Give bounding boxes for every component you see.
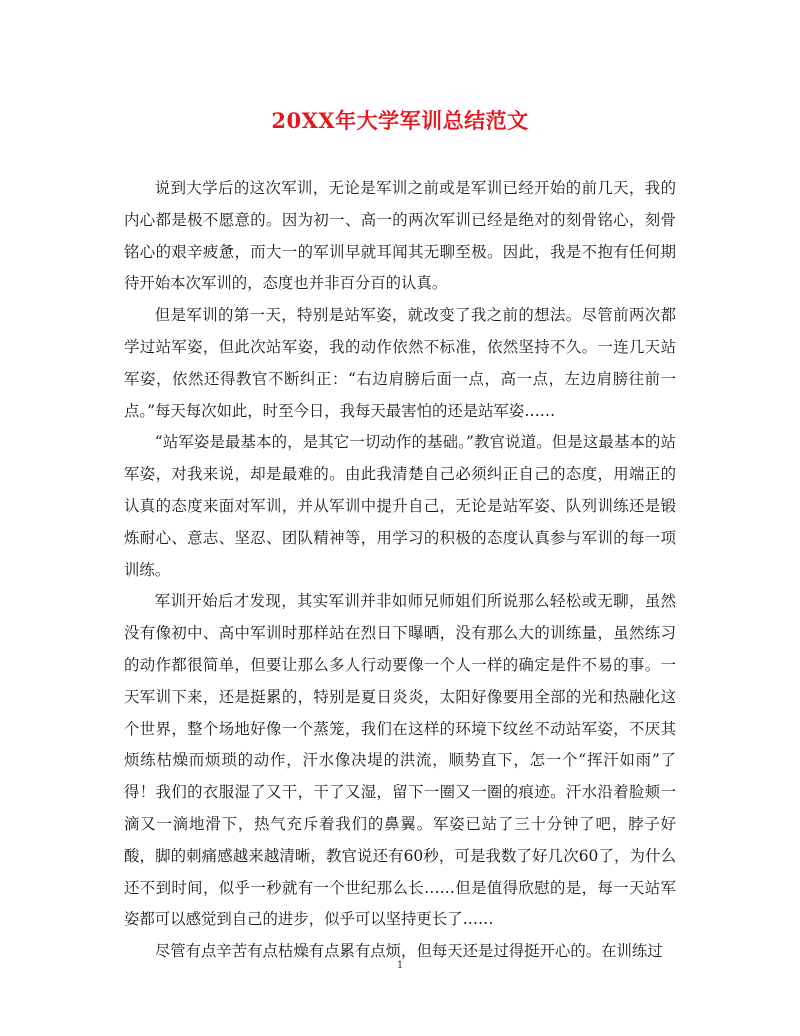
document-title: 20XX年大学军训总结范文 (271, 108, 529, 133)
paragraph-2: 但是军训的第一天，特别是站军姿，就改变了我之前的想法。尽管前两次都学过站军姿，但此次站军姿，我的动作依然不标准，依然坚持不久。一连几天站军姿，依然还得教官不断纠正：“右边肩膀后面一点，高一点，左边肩膀往前一点。”每天每次如此，时至今日，我每天最害怕的还是站军姿…… (124, 306, 676, 420)
paragraph-4: 军训开始后才发现，其实军训并非如师兄师姐们所说那么轻松或无聊，虽然没有像初中、高中军训时那样站在烈日下曝晒，没有那么大的训练量，虽然练习的动作都很简单，但要让那么多人行动要像一个人一样的确定是件不易的事。一天军训下来，还是挺累的，特别是夏日炎炎，太阳好像要用全部的光和热融化这个世界，整个场地好像一个蒸笼，我们在这样的环境下纹丝不动站军姿，不厌其烦练枯燥而烦琐的动作，汗水像决堤的洪流，顺势直下，怎一个“挥汗如雨”了得！我们的衣服湿了又干，干了又湿，留下一圈又一圈的痕迹。汗水沿着脸颊一滴又一滴地滑下，热气充斥着我们的鼻翼。军姿已站了三十分钟了吧，脖子好酸，脚的刺痛感越来越清晰，教官说还有60秒，可是我数了好几次60了，为什么还不到时间，似乎一秒就有一个世纪那么长……但是值得欣慰的是，每一天站军姿都可以感觉到自己的进步，似乎可以坚持更长了…… (124, 592, 676, 929)
document-body (124, 173, 676, 968)
paragraph-3: “站军姿是最基本的，是其它一切动作的基础。”教官说道。但是这最基本的站军姿，对我来说，却是最难的。由此我清楚自己必须纠正自己的态度，用端正的认真的态度来面对军训，并从军训中提升自己，无论是站军姿、队列训练还是锻炼耐心、意志、坚忍、团队精神等，用学习的积极的态度认真参与军训的每一项训练。 (124, 433, 676, 579)
page-number: 1 (396, 960, 404, 971)
paragraph-1: 说到大学后的这次军训，无论是军训之前或是军训已经开始的前几天，我的内心都是极不愿意的。因为初一、高一的两次军训已经是绝对的刻骨铭心，刻骨铭心的艰辛疲惫，而大一的军训早就耳闻其无聊至极。因此，我是不抱有任何期待开始本次军训的，态度也并非百分百的认真。 (124, 179, 676, 293)
paragraph-5: 尽管有点辛苦有点枯燥有点累有点烦，但每天还是过得挺开心的。在训练过 (154, 942, 663, 961)
